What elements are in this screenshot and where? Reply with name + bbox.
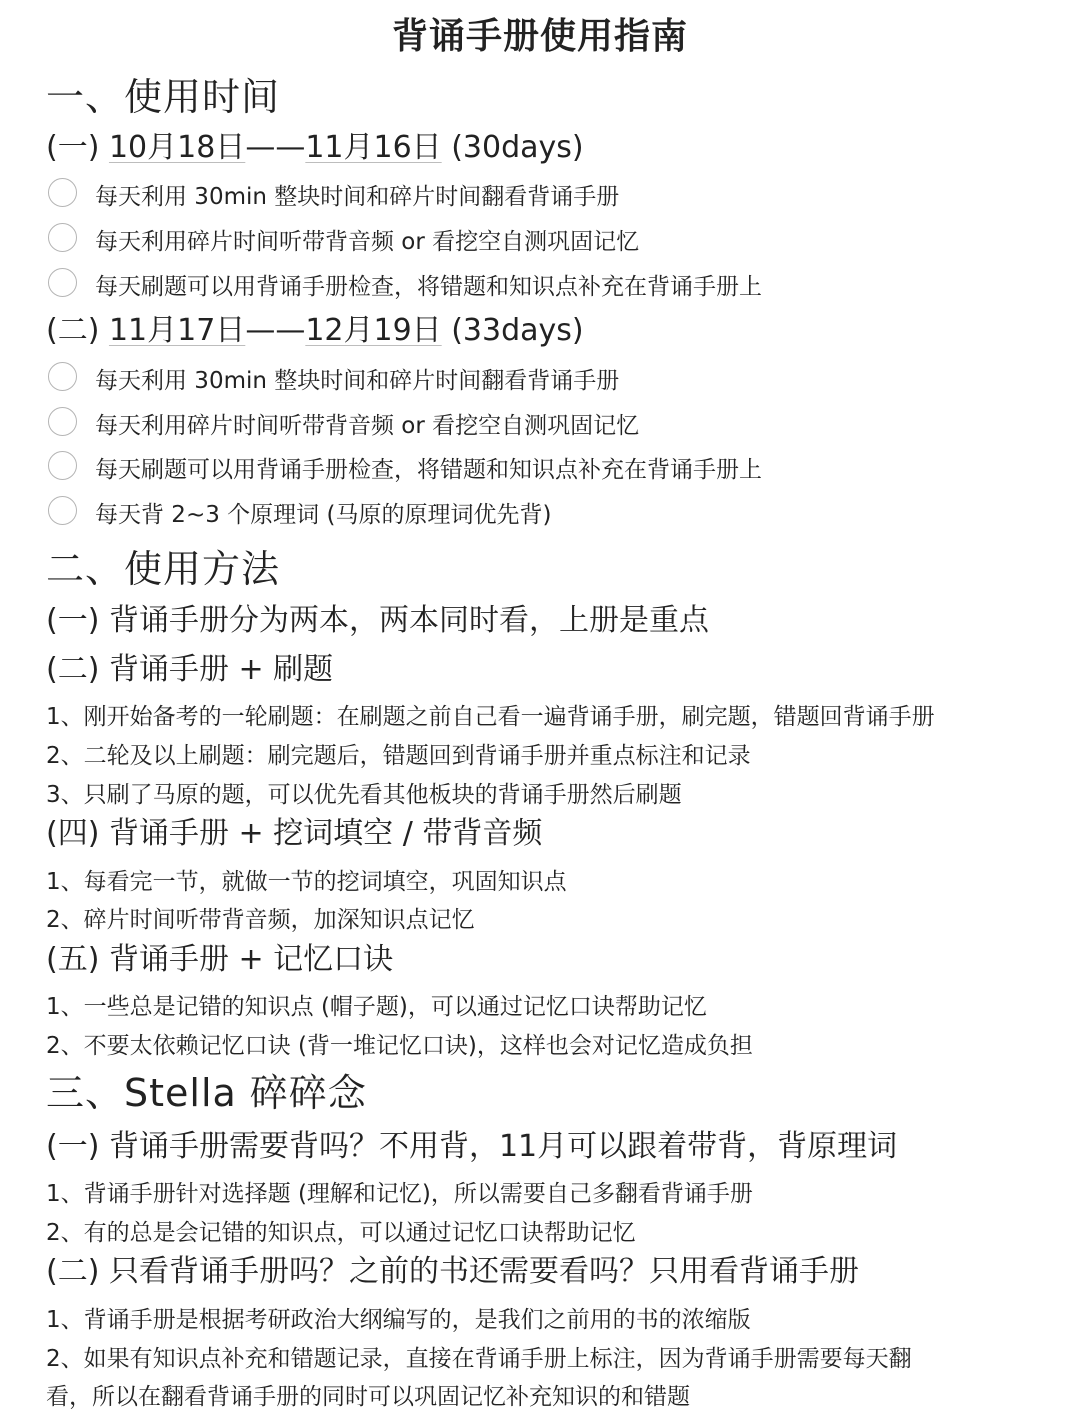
subsection-heading: (五) 背诵手册 + 记忆口诀 — [46, 942, 394, 977]
date-start: 11月17日 — [108, 313, 246, 348]
todo-checkbox[interactable] — [48, 178, 77, 207]
list-item: 2、如果有知识点补充和错题记录，直接在背诵手册上标注，因为背诵手册需要每天翻 — [46, 1346, 912, 1372]
todo-checkbox[interactable] — [48, 362, 77, 391]
date-end: 12月19日 — [305, 313, 442, 348]
todo-item: 每天刷题可以用背诵手册检查，将错题和知识点补充在背诵手册上 — [95, 274, 762, 300]
section-heading: 一、使用时间 — [46, 75, 281, 119]
subsection-prefix: (二) — [46, 313, 109, 348]
list-item: 1、背诵手册针对选择题 (理解和记忆)，所以需要自己多翻看背诵手册 — [46, 1181, 753, 1207]
todo-checkbox[interactable] — [48, 451, 77, 480]
list-item: 3、只刷了马原的题，可以优先看其他板块的背诵手册然后刷题 — [46, 782, 682, 808]
subsection-heading: (二) 背诵手册 + 刷题 — [46, 652, 334, 687]
list-item: 1、一些总是记错的知识点 (帽子题)，可以通过记忆口诀帮助记忆 — [46, 994, 707, 1020]
todo-item: 每天背 2~3 个原理词 (马原的原理词优先背) — [95, 502, 552, 528]
date-end: 11月16日 — [305, 130, 442, 165]
todo-item: 每天利用碎片时间听带背音频 or 看挖空自测巩固记忆 — [95, 229, 640, 255]
subsection-prefix: (一) — [46, 130, 109, 165]
subsection-heading: (一) 背诵手册分为两本，两本同时看，上册是重点 — [46, 603, 709, 638]
date-dash: —— — [245, 130, 306, 165]
list-item: 2、二轮及以上刷题：刷完题后，错题回到背诵手册并重点标注和记录 — [46, 743, 751, 769]
todo-item: 每天利用 30min 整块时间和碎片时间翻看背诵手册 — [95, 184, 620, 210]
todo-item: 每天刷题可以用背诵手册检查，将错题和知识点补充在背诵手册上 — [95, 457, 762, 483]
subsection-heading: (二) 只看背诵手册吗？之前的书还需要看吗？只用看背诵手册 — [46, 1254, 859, 1289]
todo-checkbox[interactable] — [48, 407, 77, 436]
subsection-heading: (一) 背诵手册需要背吗？不用背，11月可以跟着带背，背原理词 — [46, 1129, 898, 1164]
subsection-heading: (四) 背诵手册 + 挖词填空 / 带背音频 — [46, 816, 543, 851]
date-dash: —— — [245, 313, 306, 348]
todo-checkbox[interactable] — [48, 496, 77, 525]
page-title: 背诵手册使用指南 — [391, 16, 688, 57]
list-item: 2、不要太依赖记忆口诀 (背一堆记忆口诀)，这样也会对记忆造成负担 — [46, 1033, 753, 1059]
list-item: 1、刚开始备考的一轮刷题：在刷题之前自己看一遍背诵手册，刷完题，错题回背诵手册 — [46, 704, 935, 730]
subsection-heading — [46, 122, 584, 166]
list-item: 看，所以在翻看背诵手册的同时可以巩固记忆补充知识的和错题 — [46, 1384, 690, 1410]
days-count: (33days) — [441, 313, 584, 348]
section-heading: 三、Stella 碎碎念 — [46, 1071, 367, 1115]
subsection-heading — [46, 305, 584, 349]
todo-item: 每天利用 30min 整块时间和碎片时间翻看背诵手册 — [95, 368, 620, 394]
section-heading: 二、使用方法 — [46, 547, 281, 591]
date-start: 10月18日 — [108, 130, 246, 165]
todo-item: 每天利用碎片时间听带背音频 or 看挖空自测巩固记忆 — [95, 413, 640, 439]
todo-checkbox[interactable] — [48, 223, 77, 252]
todo-checkbox[interactable] — [48, 268, 77, 297]
list-item: 1、每看完一节，就做一节的挖词填空，巩固知识点 — [46, 869, 567, 895]
days-count: (30days) — [441, 130, 584, 165]
list-item: 2、有的总是会记错的知识点，可以通过记忆口诀帮助记忆 — [46, 1220, 636, 1246]
list-item: 1、背诵手册是根据考研政治大纲编写的，是我们之前用的书的浓缩版 — [46, 1307, 751, 1333]
list-item: 2、碎片时间听带背音频，加深知识点记忆 — [46, 907, 475, 933]
